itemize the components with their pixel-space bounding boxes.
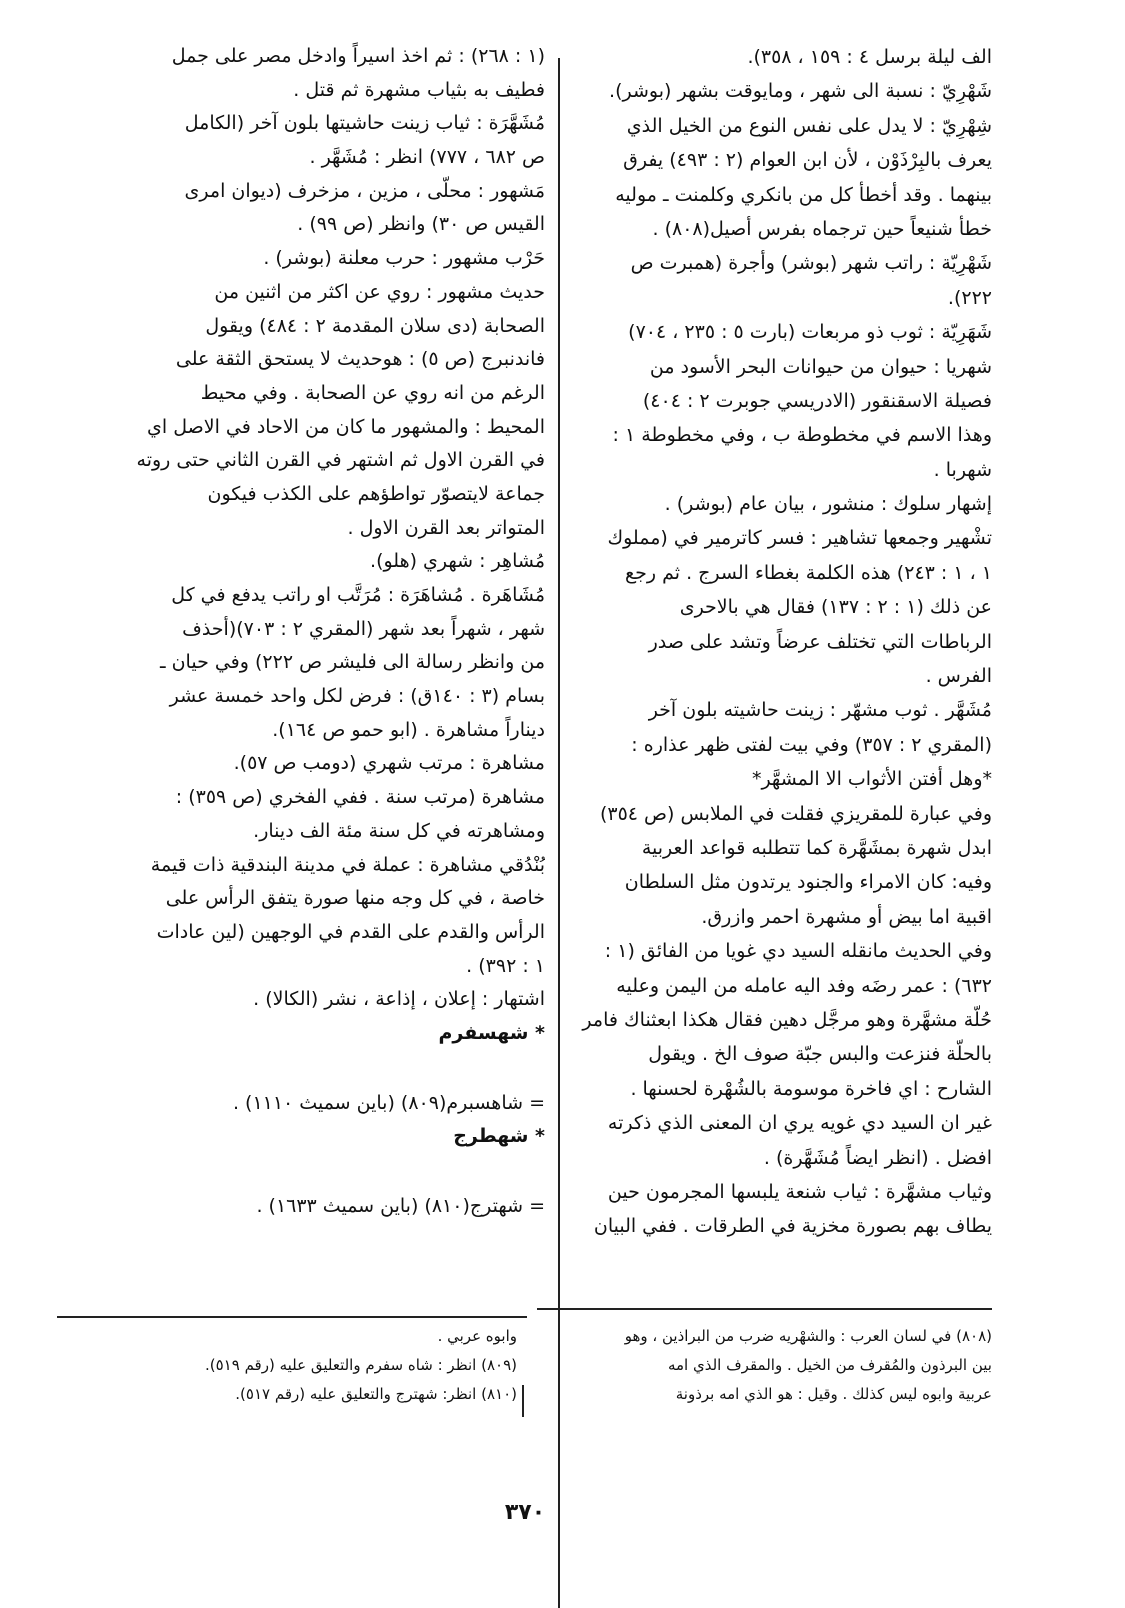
text-line: عن ذلك (١ : ٢ : ١٣٧) فقال هي بالاحرى <box>679 596 992 619</box>
text-line: مَشهور : محلّى ، مزين ، مزخرف (ديوان امرى <box>184 179 545 202</box>
text-line: الشارح : اي فاخرة موسومة بالشُهْرة لحسنها . <box>630 1077 992 1100</box>
text-line: شهر ، شهراً بعد شهر (المقري ٢ : ٧٠٣)(أحذف <box>182 617 545 640</box>
text-line: مشاهرة (مرتب سنة . ففي الفخري (ص ٣٥٩) : <box>175 786 545 809</box>
footnote-rule <box>537 1308 992 1310</box>
text-line: حديث مشهور : روي عن اكثر من اثنين من <box>214 280 545 303</box>
text-line: المحيط : والمشهور ما كان من الاحاد في الاصل اي <box>147 415 545 438</box>
text-line: الف ليلة برسل ٤ : ١٥٩ ، ٣٥٨). <box>747 46 992 68</box>
text-line: خاصة ، في كل وجه منها صورة يتفق الرأس على <box>165 887 545 910</box>
text-line: اقبية اما بيض أو مشهرة احمر وازرق. <box>701 905 992 928</box>
spacer <box>120 1051 545 1087</box>
text-line: فاندنبرج (ص ٥) : هوحديث لا يستحق الثقة على <box>175 348 545 371</box>
text-line: ١ ، ١ : ٢٤٣) هذه الكلمة بغطاء السرج . ثم رجع <box>625 561 992 584</box>
page-number: ٣٧٠ <box>504 1500 546 1525</box>
text-line: = شهترج(٨١٠) (باين سميث ١٦٣٣) . <box>256 1195 545 1217</box>
margin-mark <box>522 1385 524 1417</box>
text-line: حُلّة مشهَّرة وهو مرجَّل دهين فقال هكذا ابعثناك فامر <box>582 1008 992 1031</box>
footnotes-left <box>97 1322 517 1409</box>
text-line: (١ : ٢٦٨) : ثم اخذ اسيراً وادخل مصر على جمل <box>171 45 545 67</box>
spacer <box>120 1154 545 1190</box>
text-line: ومشاهرته في كل سنة مئة الف دينار. <box>253 819 545 842</box>
text-line: الرأس والقدم على القدم في الوجهين (لين عادات <box>156 920 545 943</box>
text-line: اشتهار : إعلان ، إذاعة ، نشر (الكالا) . <box>253 988 545 1011</box>
text-line: فطيف به بثياب مشهرة ثم قتل . <box>293 78 545 101</box>
text-line: غير ان السيد دي غويه يري ان المعنى الذي ذكرته <box>607 1112 992 1135</box>
footnote-line: وابوه عربي . <box>437 1327 517 1345</box>
text-line: شِهْرِيّ : لا يدل على نفس النوع من الخيل الذي <box>626 114 992 137</box>
text-line: الفرس . <box>925 665 992 688</box>
text-line: شَهْرِيّة : راتب شهر (بوشر) وأجرة (همبرت ص <box>630 252 992 275</box>
text-line: القيس ص ٣٠) وانظر (ص ٩٩) . <box>297 213 545 236</box>
text-line: = شاهسبرم(٨٠٩) (باين سميث ١١١٠) . <box>232 1091 545 1114</box>
text-line: مشاهرة : مرتب شهري (دومب ص ٥٧). <box>233 752 545 775</box>
text-line: وفيه: كان الامراء والجنود يرتدون مثل السلطان <box>624 871 992 894</box>
footnote-line: عربية وابوه ليس كذلك . وقيل : هو الذي امه برذونة <box>675 1385 992 1403</box>
text-line: فصيلة الاسقنقور (الادريسي جوبرت ٢ : ٤٠٤) <box>642 389 992 412</box>
text-line: وهذا الاسم في مخطوطة ب ، وفي مخطوطة ١ : <box>612 424 992 447</box>
text-line: مُشاهِر : شهري (هلو). <box>370 550 545 573</box>
text-line: ديناراً مشاهرة . (ابو حمو ص ١٦٤). <box>272 718 545 741</box>
text-line: من وانظر رسالة الى فليشر ص ٢٢٢) وفي حيان ـ <box>159 651 545 674</box>
text-line: وفي عبارة للمقريزي فقلت في الملابس (ص ٣٥٤) <box>599 802 992 825</box>
text-line: مُشَهَّر . ثوب مشهّر : زينت حاشيته بلون آخر <box>648 699 992 722</box>
text-line: جماعة لايتصوّر تواطؤهم على الكذب فيكون <box>207 482 545 505</box>
text-line: يعرف بالبِرْذَوْن ، لأن ابن العوام (٢ : ٤٩٣) يفرق <box>623 149 992 172</box>
headword: * شهطرج <box>453 1125 545 1148</box>
text-line: ١ : ٣٩٢) . <box>466 954 545 977</box>
text-line: افضل . (انظر ايضاً مُشَهَّرة) . <box>763 1146 992 1169</box>
text-line: الرغم من انه روي عن الصحابة . وفي محيط <box>200 381 545 404</box>
text-line: شَهْرِيّ : نسبة الى شهر ، ومايوقت بشهر (بوشر). <box>609 80 992 103</box>
text-line: تشْهير وجمعها تشاهير : فسر كاترمير في (مملوك <box>607 527 992 550</box>
left-column <box>120 40 545 1224</box>
text-line: وفي الحديث مانقله السيد دي غويا من الفائق (١ : <box>604 940 992 963</box>
text-line: بسام (٣ : ١٤٠ق) : فرض لكل واحد خمسة عشر <box>169 685 545 708</box>
text-line: مُشَهَّرَة : ثياب زينت حاشيتها بلون آخر (الكامل <box>184 112 545 135</box>
text-line: في القرن الاول ثم اشتهر في القرن الثاني حتى روته <box>136 449 545 472</box>
text-line: شَهَرِيّة : ثوب ذو مربعات (بارت ٥ : ٢٣٥ ، ٧٠٤) <box>628 321 992 344</box>
text-line: الرباطات التي تختلف عرضاً وتشد على صدر <box>648 630 992 653</box>
footnote-line: (٨٠٩) انظر : شاه سفرم والتعليق عليه (رقم ٥١٩). <box>205 1356 517 1374</box>
text-line: (المقري ٢ : ٣٥٧) وفي بيت لفتى ظهر عذاره : <box>631 733 992 756</box>
footnote-line: (٨٠٨) في لسان العرب : والشهْريه ضرب من البراذين ، وهو <box>624 1327 992 1345</box>
text-line: حَرْب مشهور : حرب معلنة (بوشر) . <box>263 247 545 270</box>
text-line: ٢٢٢). <box>947 286 992 309</box>
text-line: شهريا : حيوان من حيوانات البحر الأسود من <box>649 355 992 378</box>
text-line: شهربا . <box>933 458 992 481</box>
text-line: بُنْدُقي مشاهرة : عملة في مدينة البندقية ذات قيمة <box>150 853 545 876</box>
text-line: بينهما . وقد أخطأ كل من بانكري وكلمنت ـ موليه <box>615 183 992 206</box>
right-column <box>567 40 992 1244</box>
text-line: الصحابة (دى سلان المقدمة ٢ : ٤٨٤) ويقول <box>205 314 545 337</box>
footnote-rule <box>57 1316 527 1318</box>
footnotes-right <box>552 1322 992 1409</box>
text-line: ص ٦٨٢ ، ٧٧٧) انظر : مُشَهَّر . <box>309 146 545 169</box>
text-line: إشهار سلوك : منشور ، بيان عام (بوشر) . <box>664 493 992 516</box>
text-line: ٦٣٢) : عمر رضَه وفد اليه عامله من اليمن وعليه <box>616 974 992 997</box>
text-line: خطأ شنيعاً حين ترجماه بفرس أصيل(٨٠٨) . <box>652 217 992 240</box>
text-line: يطاف بهم بصورة مخزية في الطرقات . ففي البيان <box>593 1215 992 1238</box>
headword: * شهسفرم <box>438 1021 545 1044</box>
text-line: المتواتر بعد القرن الاول . <box>347 516 545 539</box>
text-line: *وهل أفتن الأثواب الا المشهَّر* <box>751 768 992 791</box>
footnote-line: (٨١٠) انظر: شهترج والتعليق عليه (رقم ٥١٧). <box>235 1385 517 1403</box>
footnote-line: بين البرذون والمُقرف من الخيل . والمقرف الذي امه <box>667 1356 992 1374</box>
text-line: وثياب مشهَّرة : ثياب شنعة يلبسها المجرمون حين <box>607 1180 992 1203</box>
text-line: ابدل شهرة بمشَهَّرة كما تتطلبه قواعد العربية <box>641 836 992 859</box>
text-line: بالحلّة فنزعت والبس جبّة صوف الخ . ويقول <box>648 1043 992 1066</box>
text-line: مُشَاهَرة . مُشاهَرَة : مُرَتَّب او راتب يدفع في كل <box>171 584 545 606</box>
